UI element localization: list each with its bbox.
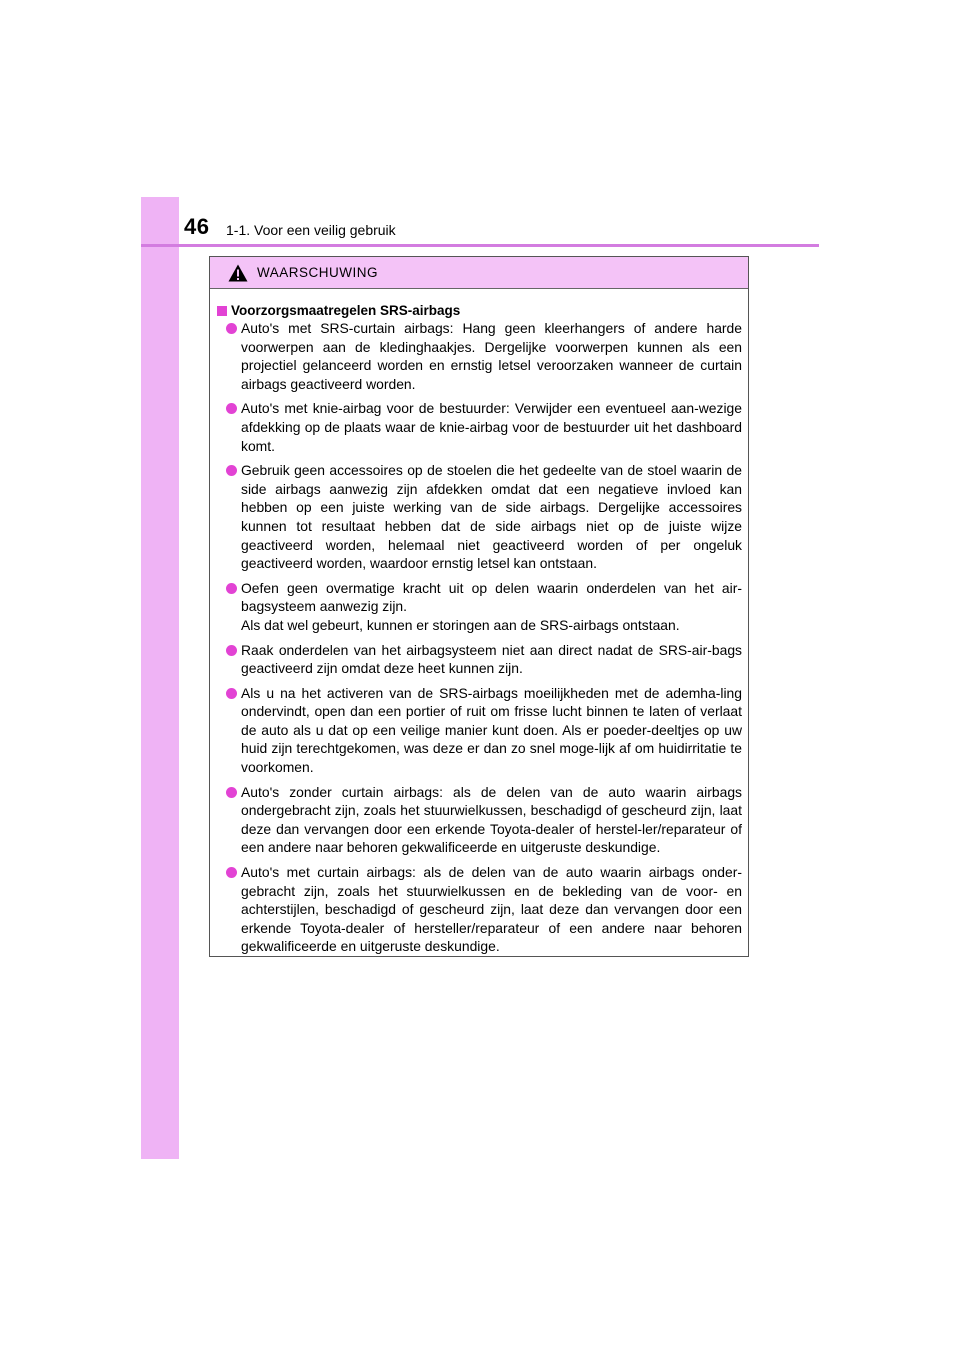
list-item xyxy=(216,579,742,635)
list-item-text: Oefen geen overmatige kracht uit op delen waarin onderdelen van het air-bagsysteem aanwezig zijn. Als dat wel gebeurt, kunnen er storingen aan de SRS-airbags ontstaan. xyxy=(241,579,742,633)
warning-box xyxy=(209,256,749,957)
warning-list xyxy=(216,319,742,956)
round-bullet-icon xyxy=(226,403,237,414)
list-item xyxy=(216,863,742,956)
page-number: 46 xyxy=(184,214,210,239)
round-bullet-icon xyxy=(226,465,237,476)
round-bullet-icon xyxy=(226,645,237,656)
warning-title: WAARSCHUWING xyxy=(257,265,378,280)
header-divider xyxy=(141,244,819,247)
list-item xyxy=(216,319,742,393)
warning-triangle-icon xyxy=(228,264,248,282)
list-item-text: Auto's met curtain airbags: als de delen van de auto waarin airbags onder-gebracht zijn, zoals het stuurwielkussen en de bekleding van de voor- en achterstijlen, beschadigd of gescheurd zijn, laat deze dan vervangen door een erkende Toyota-dealer of hersteller/reparateur of een andere naar behoren gekwalificeerde en uitgeruste deskundige. xyxy=(241,864,742,955)
list-item xyxy=(216,684,742,777)
list-item-text: Auto's zonder curtain airbags: als de delen van de auto waarin airbags ondergebracht zijn, zoals het stuurwielkussen, beschadigd of gescheurd zijn, laat deze dan vervangen door een erkende Toyota-dealer of herstel-ler/reparateur of een andere naar behoren gekwalificeerde en uitgeruste deskundige. xyxy=(241,783,742,856)
list-item-text: Auto's met SRS-curtain airbags: Hang geen kleerhangers of andere harde voorwerpen aan de kledinghaakjes. Dergelijke voorwerpen kunnen als een projectiel gelanceerd worden en ernstig letsel veroorzaken wanneer de curtain airbags geactiveerd worden. xyxy=(241,320,742,392)
round-bullet-icon xyxy=(226,688,237,699)
warning-header xyxy=(210,257,748,289)
topic-heading xyxy=(216,303,742,318)
round-bullet-icon xyxy=(226,867,237,878)
list-item-text: Als u na het activeren van de SRS-airbags moeilijkheden met de ademha-ling ondervindt, open dan een portier of ruit om frisse lucht binnen te laten of verlaat de auto als u dat op een veilige manier kunt doen. Als er poeder-deeltjes op uw huid zijn terechtgekomen, was deze er dan zo snel moge-lijk af om huidirritatie te voorkomen. xyxy=(241,684,742,776)
round-bullet-icon xyxy=(226,787,237,798)
list-item xyxy=(216,399,742,455)
list-item-text: Raak onderdelen van het airbagsysteem niet aan direct nadat de SRS-air-bags geactiveerd zijn omdat deze heet kunnen zijn. xyxy=(241,641,742,677)
list-item xyxy=(216,783,742,857)
list-item xyxy=(216,641,742,678)
round-bullet-icon xyxy=(226,323,237,334)
round-bullet-icon xyxy=(226,583,237,594)
list-item-text: Gebruik geen accessoires op de stoelen die het gedeelte van de stoel waarin de side airbags aanwezig zijn afdekken omdat dat een negatieve invloed kan hebben op een juiste werking van de side airbags. Dergelijke accessoires kunnen tot resultaat hebben dat de side airbags niet op de juiste wijze geactiveerd worden, helemaal niet geactiveerd worden of per ongeluk geactiveerd worden, waardoor ernstig letsel kan ontstaan. xyxy=(241,462,742,572)
topic-heading-text: Voorzorgsmaatregelen SRS-airbags xyxy=(231,303,461,318)
list-item-text: Auto's met knie-airbag voor de bestuurder: Verwijder een eventueel aan-wezige afdekking op de plaats waar de knie-airbag voor de bestuurder uit het dashboard komt. xyxy=(241,400,742,454)
warning-body xyxy=(210,289,748,956)
section-title: 1-1. Voor een veilig gebruik xyxy=(226,222,396,238)
list-item xyxy=(216,461,742,573)
square-bullet-icon xyxy=(217,306,227,316)
chapter-side-band xyxy=(141,197,179,1159)
